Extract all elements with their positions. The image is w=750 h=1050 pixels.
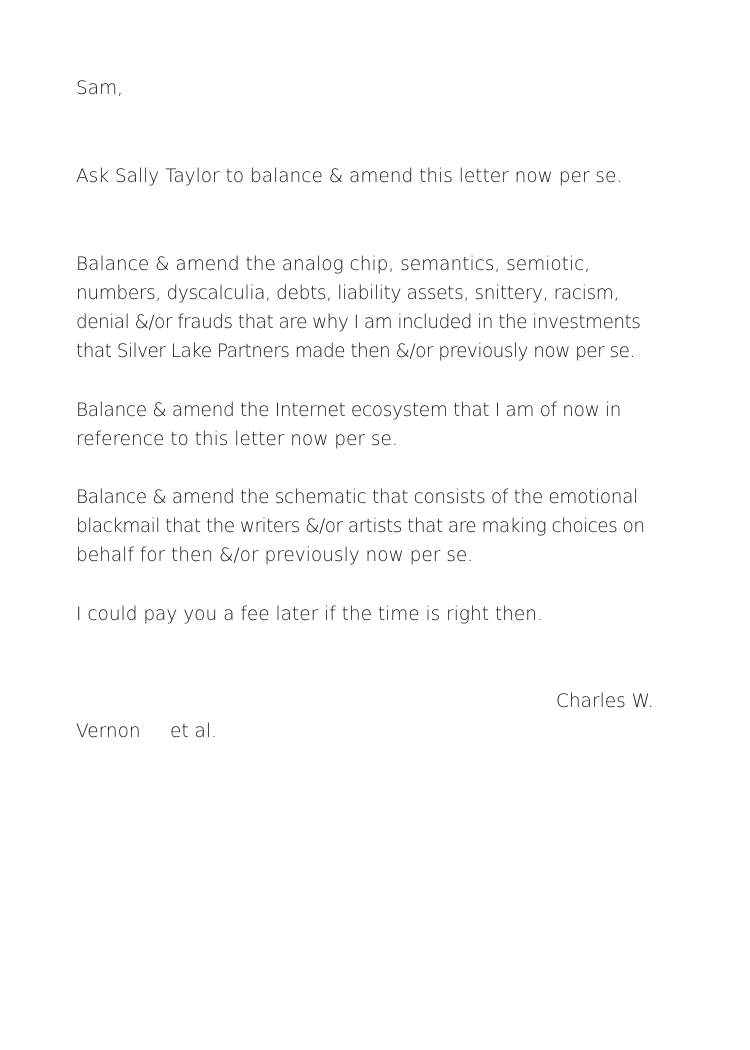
paragraph-2-line-2: reference to this letter now per se. xyxy=(76,429,398,450)
paragraph-3-line-2: blackmail that the writers &/or artists that are making choices on xyxy=(76,516,645,537)
paragraph-1-line-2: numbers, dyscalculia, debts, liability assets, snittery, racism, xyxy=(76,283,619,304)
paragraph-3-line-1: Balance & amend the schematic that consists of the emotional xyxy=(76,487,638,508)
salutation: Sam, xyxy=(76,78,123,99)
paragraph-2-line-1: Balance & amend the Internet ecosystem that I am of now in xyxy=(76,400,622,421)
signature-last-name: Vernon xyxy=(76,721,141,742)
paragraph-3-line-3: behalf for then &/or previously now per se. xyxy=(76,545,474,566)
paragraph-1-line-1: Balance & amend the analog chip, semantics, semiotic, xyxy=(76,254,591,275)
signature-suffix: et al. xyxy=(170,721,217,742)
signature-first-name: Charles W. xyxy=(556,691,654,712)
request-line: Ask Sally Taylor to balance & amend this letter now per se. xyxy=(76,166,623,187)
paragraph-1-line-4: that Silver Lake Partners made then &/or previously now per se. xyxy=(76,341,635,362)
closing-line: I could pay you a fee later if the time is right then. xyxy=(76,604,543,625)
paragraph-1-line-3: denial &/or frauds that are why I am included in the investments xyxy=(76,312,641,333)
